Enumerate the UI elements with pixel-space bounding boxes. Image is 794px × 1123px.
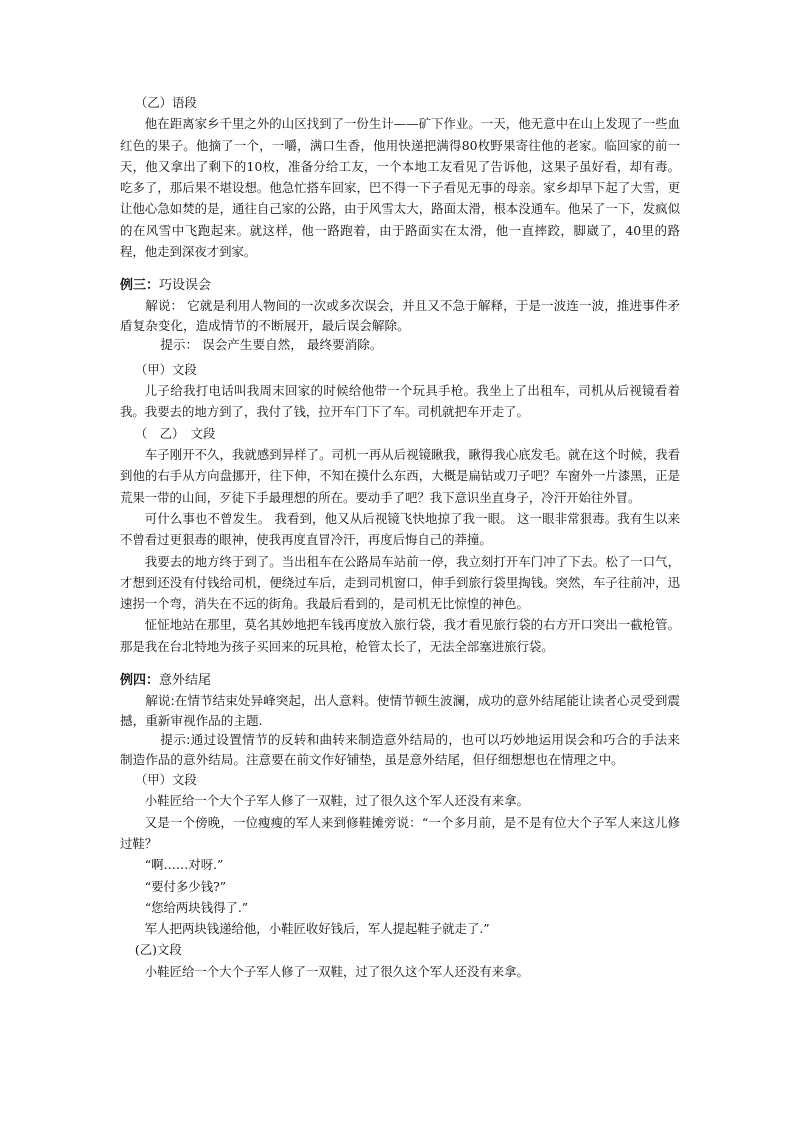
example-4-a-quote-2: “要付多少钱?” [144,878,227,894]
example-4-b-label: (乙)文段 [134,942,182,958]
example-3-tip: 提示： 误会产生要自然， 最终要消除。 [160,337,383,353]
example-3-b-paragraph-4: 怔怔地站在那里，莫名其妙地把车钱再度放入旅行袋，我才看见旅行袋的右方开口突出一截枪管。那是我在台北特地为孩子买回来的玩具枪，枪管太长了，无法全部塞进旅行袋。 [120,617,680,654]
example-3-label: 例三： [120,278,160,294]
example-3-explain: 解说： 它就是利用人物间的一次或多次误会，并且又不急于解释，于是一波连一波，推进事件矛盾复杂变化，造成情节的不断展开，最后误会解除。 [120,298,680,333]
example-3-b-paragraph-2: 可什么事也不曾发生。 我看到，他又从后视镜飞快地掠了我一眼。 这一眼非常狠毒。我有生以来不曾看过更狠毒的眼神，使我再度直冒冷汗，再度后悔自己的莽撞。 [120,510,680,548]
section-b-label: （乙）语段 [134,95,197,110]
example-4-a-quote-3: “您给两块钱得了.” [144,899,249,915]
example-3-b-paragraph-1: 车子刚开不久，我就感到异样了。司机一再从后视镜瞅我，瞅得我心底发毛。就在这个时候，我看到他的右手从方向盘挪开，往下伸，不知在摸什么东西，大概是扁钻或刀子吧？车窗外一片漆黑，正是荒果一带的山间，歹徒下手最理想的所在。要动手了吧？我下意识坐直身子，冷汗开始往外冒。 [120,447,680,505]
example-4-a-paragraph-3: 军人把两块钱递给他，小鞋匠收好钱后，军人提起鞋子就走了.” [144,921,490,937]
document-page [120,92,680,982]
example-3-a-label: （甲）文段 [134,361,197,377]
example-4-a-paragraph-2: 又是一个傍晚，一位瘦瘦的军人来到修鞋摊旁说：“一个多月前，是不是有位大个子军人来这儿修过鞋？ [120,814,680,851]
example-4-explain: 解说:在情节结束处异峰突起，出人意料。使情节顿生波澜，成功的意外结尾能让读者心灵受到震撼，重新审视作品的主题. [120,693,680,728]
example-3-b-paragraph-3: 我要去的地方终于到了。当出租车在公路局车站前一停，我立刻打开车门冲了下去。松了一口气，才想到还没有付钱给司机，便绕过车后，走到司机窗口，伸手到旅行袋里掏钱。突然，车子往前冲，迅速拐一个弯，消失在不远的街角。我最后看到的，是司机无比惊惶的神色。 [120,553,680,612]
example-4-label: 例四： [120,673,160,689]
example-3-a-paragraph: 儿子给我打电话叫我周末回家的时候给他带一个玩具手枪。我坐上了出租车，司机从后视镜看着我。我要去的地方到了，我付了钱，拉开车门下了车。司机就把车开走了。 [120,383,680,420]
example-4-a-quote-1: “啊……对呀.” [144,857,224,873]
example-4-tip: 提示:通过设置情节的反转和曲转来制造意外结局的，也可以巧妙地运用误会和巧合的手法来制造作品的意外结局。注意要在前文作好铺垫，虽是意外结尾，但仔细想想也在情理之中。 [120,732,680,767]
example-4-title: 意外结尾 [159,673,212,689]
example-3-b-label: （ 乙） 文段 [134,425,216,441]
example-3-title: 巧设误会 [159,278,212,294]
example-4-a-paragraph-1: 小鞋匠给一个大个子军人修了一双鞋，过了很久这个军人还没有来拿。 [144,793,529,809]
example-4-a-label: （甲）文段 [134,772,197,788]
example-3-heading [120,276,680,296]
section-b-paragraph: 他在距离家乡千里之外的山区找到了一份生计——矿下作业。一天，他无意中在山上发现了一些血红色的果子。他摘了一个，一嚼，满口生香，他用快递把满得80枚野果寄往他的老家。临回家的前一天，他又拿出了剩下的10枚，准备分给工友，一个本地工友看见了告诉他，这果子虽好看，却有毒。吃多了，那后果不堪设想。他急忙搭车回家，巴不得一下子看见无事的母亲。家乡却早下起了大雪，更让他心急如焚的是，通往自己家的公路，由于风雪太大，路面太滑，根本没通车。他呆了一下，发疯似的在风雪中飞跑起来。就这样，他一路跑着，由于路面实在太滑，他一直摔跤，脚崴了，40里的路程，他走到深夜才到家。 [120,116,680,260]
example-4-b-paragraph-1: 小鞋匠给一个大个子军人修了一双鞋，过了很久这个军人还没有来拿。 [144,963,529,979]
example-4-heading [120,671,680,691]
